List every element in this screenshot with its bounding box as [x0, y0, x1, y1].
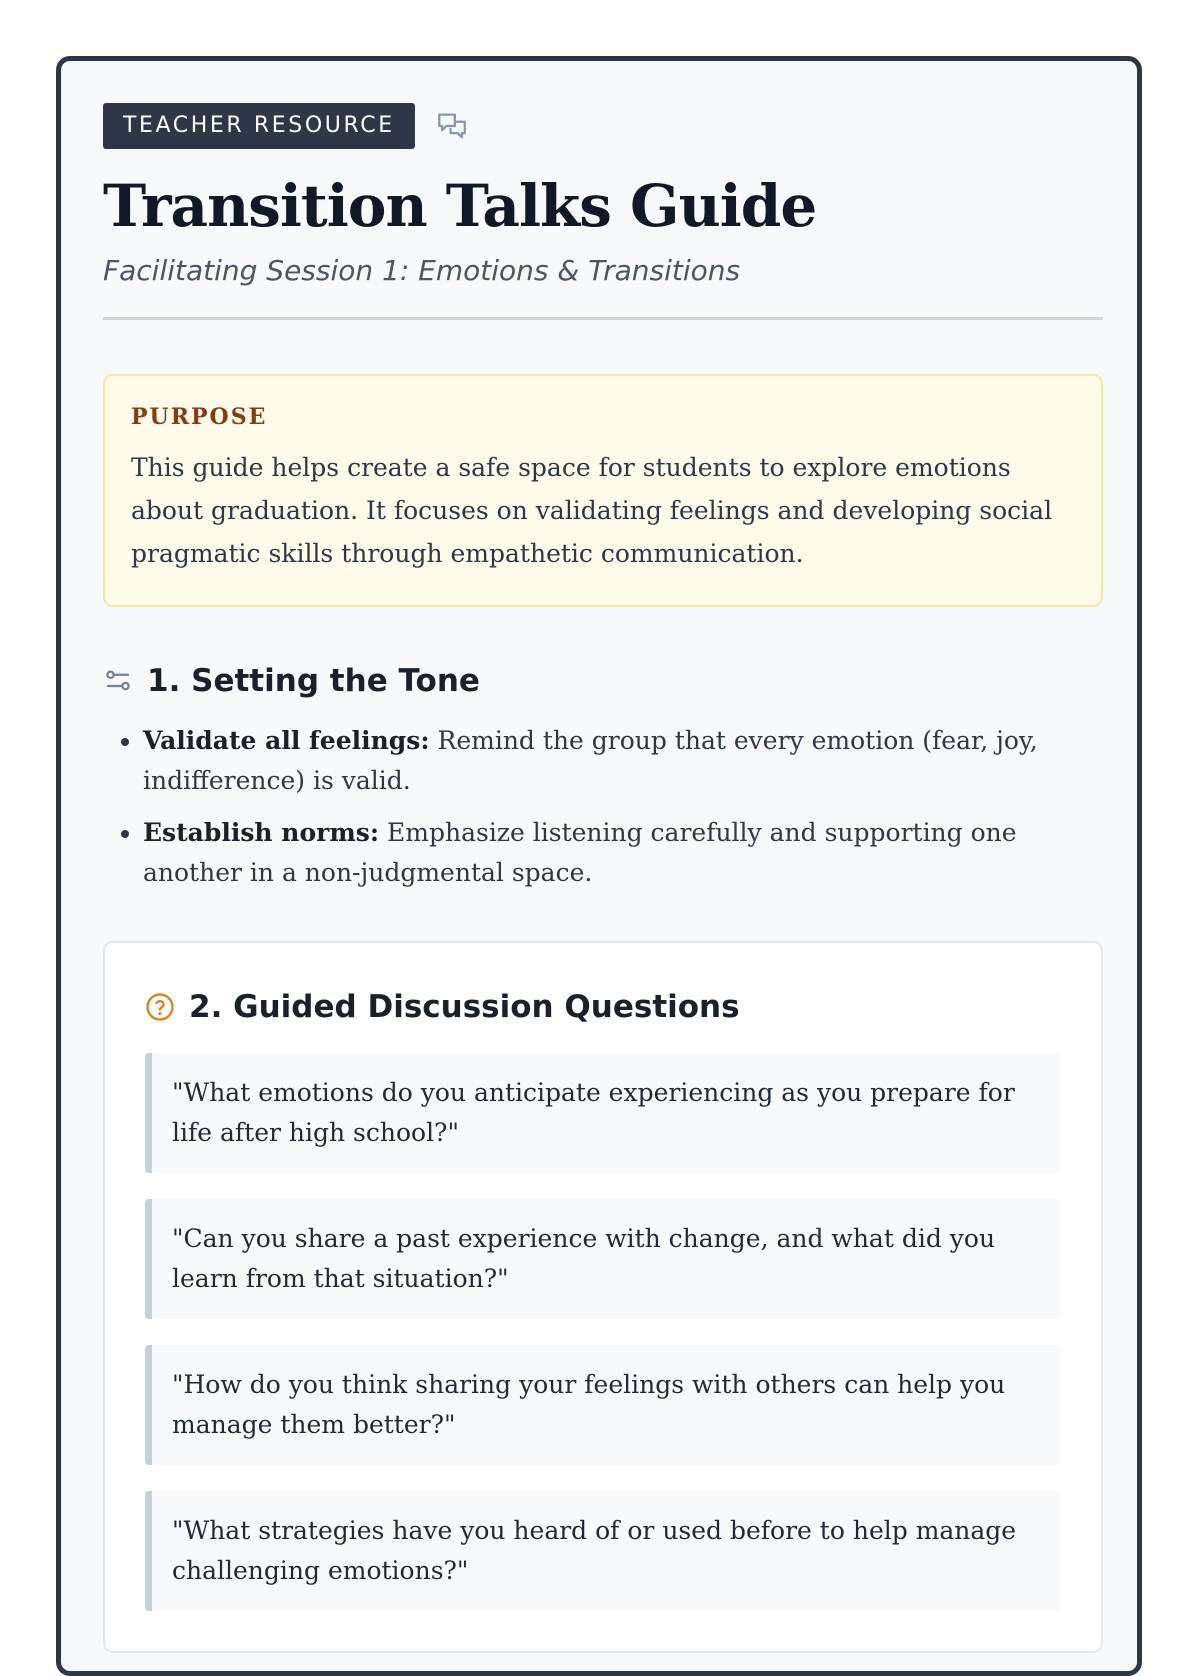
- resource-tag: TEACHER RESOURCE: [103, 103, 415, 149]
- section-title: 1. Setting the Tone: [147, 663, 480, 699]
- list-item: [143, 813, 1103, 893]
- questions-card: [103, 941, 1103, 1653]
- list-item-text: Remind the group that every emotion (fear, joy, indifference) is valid.: [143, 726, 1038, 795]
- header-tag-row: [103, 103, 1103, 149]
- list-item: [143, 721, 1103, 801]
- chat-bubbles-icon: [435, 109, 469, 143]
- section-title: 2. Guided Discussion Questions: [189, 989, 740, 1025]
- page-title: Transition Talks Guide: [103, 172, 817, 240]
- list-item-term: Validate all feelings:: [143, 726, 430, 755]
- section-questions-header: [145, 987, 1061, 1027]
- purpose-text: This guide helps create a safe space for students to explore emotions about graduation. It focuses on validating feelings and developing social pragmatic skills through empathetic communication.: [131, 453, 1053, 568]
- help-circle-icon: [145, 992, 175, 1022]
- purpose-label: PURPOSE: [131, 404, 268, 430]
- tone-list: [103, 721, 1103, 893]
- list-item-term: Establish norms:: [143, 818, 380, 847]
- discussion-question: "What strategies have you heard of or used before to help manage challenging emotions?": [145, 1491, 1061, 1611]
- list-item-text: Emphasize listening carefully and supporting one another in a non-judgmental space.: [143, 818, 1017, 887]
- discussion-question: "What emotions do you anticipate experiencing as you prepare for life after high school?": [145, 1053, 1061, 1173]
- guide-content: [103, 103, 1103, 1653]
- guide-card: [56, 56, 1142, 1676]
- purpose-box: [103, 374, 1103, 607]
- discussion-question: "Can you share a past experience with change, and what did you learn from that situation?": [145, 1199, 1061, 1319]
- page-subtitle: Facilitating Session 1: Emotions & Transitions: [103, 254, 741, 287]
- section-setting-tone-header: [103, 661, 1103, 701]
- discussion-question: "How do you think sharing your feelings with others can help you manage them better?": [145, 1345, 1061, 1465]
- sliders-icon: [103, 666, 133, 696]
- header-divider: [103, 317, 1103, 320]
